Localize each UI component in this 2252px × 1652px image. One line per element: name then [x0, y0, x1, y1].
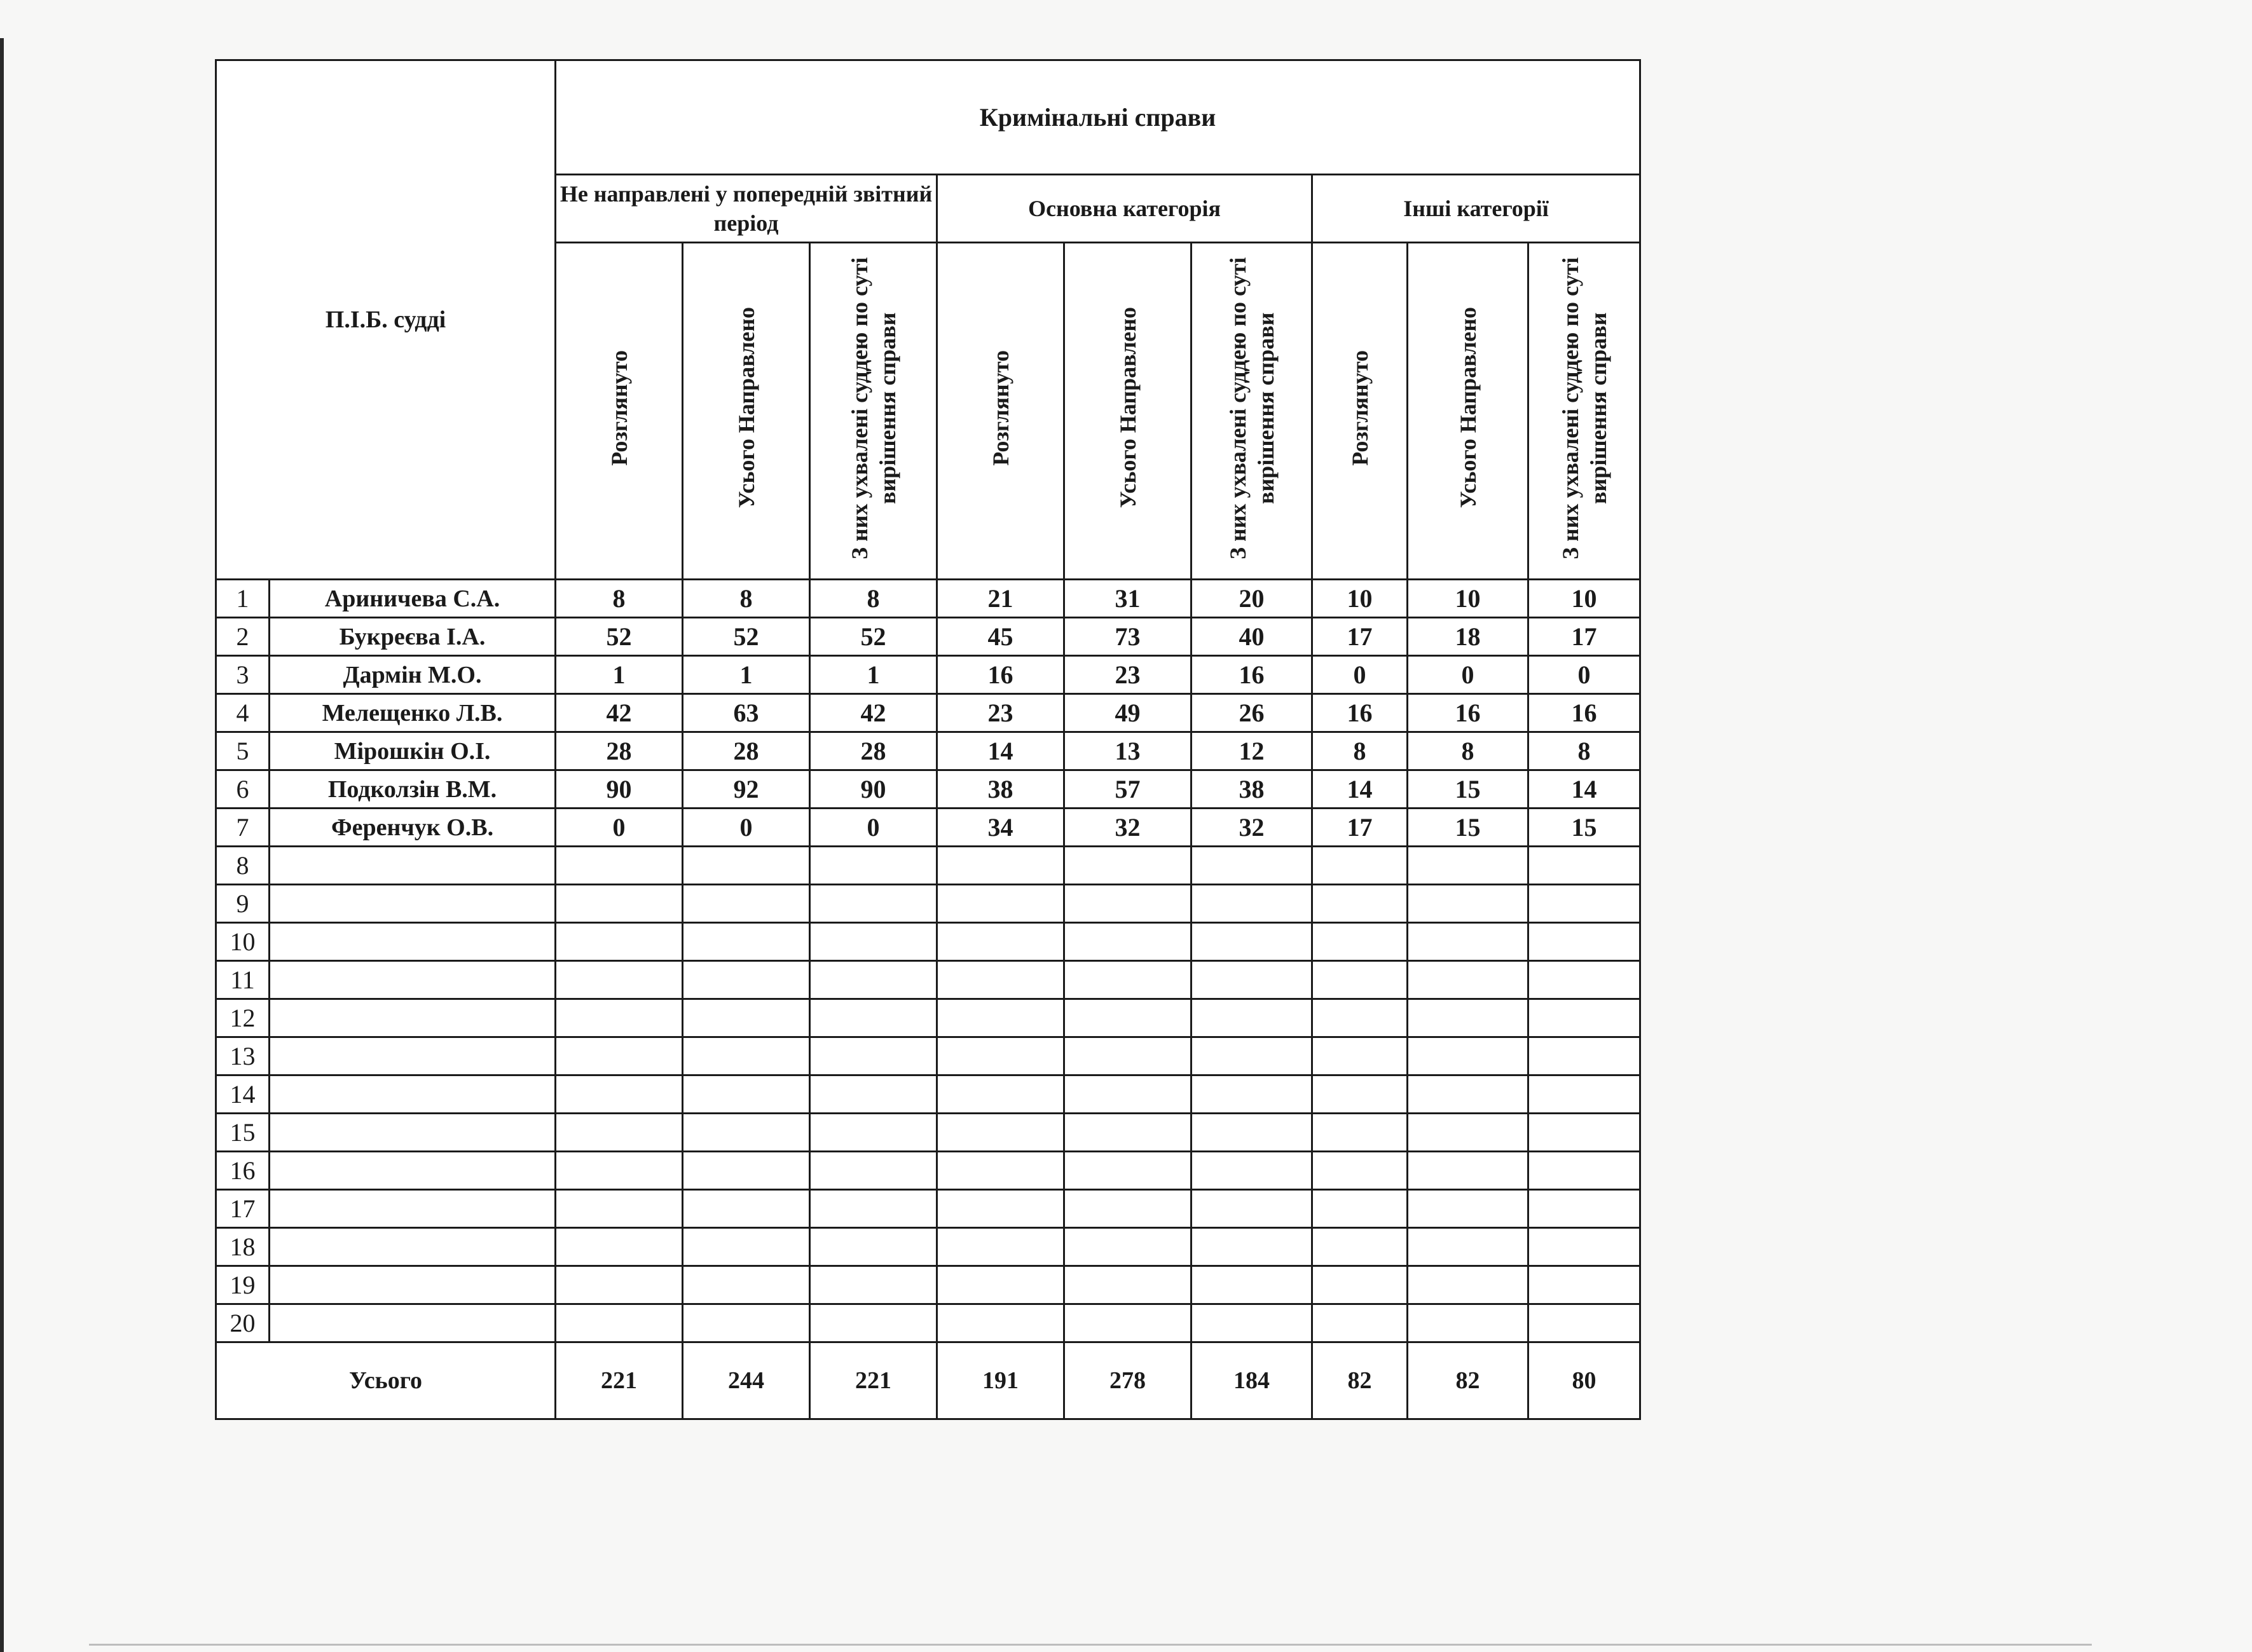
table-cell	[683, 885, 810, 923]
judge-name: Мірошкін О.І.	[270, 732, 556, 770]
table-cell: 0	[1312, 656, 1408, 694]
table-cell	[810, 885, 937, 923]
table-cell	[1312, 1304, 1408, 1342]
column-subheader-label: Усього Направлено	[733, 307, 759, 509]
table-cell	[1064, 1114, 1191, 1152]
table-cell	[937, 1037, 1064, 1075]
table-cell: 31	[1064, 580, 1191, 618]
table-cell: 52	[683, 618, 810, 656]
table-cell	[810, 999, 937, 1037]
table-row	[216, 999, 1640, 1037]
table-cell: 16	[1408, 694, 1528, 732]
judge-name	[270, 999, 556, 1037]
table-cell	[556, 1152, 683, 1190]
table-cell	[1191, 961, 1312, 999]
table-cell	[810, 1228, 937, 1266]
row-number: 9	[216, 885, 270, 923]
table-cell	[1408, 1304, 1528, 1342]
table-cell	[1408, 1190, 1528, 1228]
table-cell	[1312, 1228, 1408, 1266]
table-cell	[810, 1190, 937, 1228]
table-cell: 12	[1191, 732, 1312, 770]
group-header-previous-period: Не направлені у попередній звітний період	[556, 175, 937, 243]
table-cell: 45	[937, 618, 1064, 656]
table-cell: 21	[937, 580, 1064, 618]
table-cell: 0	[1528, 656, 1640, 694]
table-cell	[1064, 1228, 1191, 1266]
table-cell: 57	[1064, 770, 1191, 809]
table-cell	[1528, 1152, 1640, 1190]
table-cell	[1191, 923, 1312, 961]
column-subheader	[1528, 243, 1640, 580]
table-cell: 73	[1064, 618, 1191, 656]
table-cell	[937, 1114, 1064, 1152]
table-cell: 0	[683, 809, 810, 847]
row-number: 6	[216, 770, 270, 809]
table-cell	[1064, 885, 1191, 923]
total-value: 82	[1408, 1342, 1528, 1419]
column-subheader	[683, 243, 810, 580]
column-subheader	[556, 243, 683, 580]
table-cell: 52	[556, 618, 683, 656]
table-cell: 10	[1312, 580, 1408, 618]
table-cell	[810, 1304, 937, 1342]
table-cell: 8	[556, 580, 683, 618]
table-cell: 14	[1312, 770, 1408, 809]
column-subheader	[1064, 243, 1191, 580]
table-cell	[683, 1190, 810, 1228]
column-subheader	[810, 243, 937, 580]
table-cell	[810, 1114, 937, 1152]
table-row	[216, 732, 1640, 770]
judge-name	[270, 1037, 556, 1075]
table-cell: 8	[1528, 732, 1640, 770]
table-cell	[1528, 1190, 1640, 1228]
table-cell	[556, 1037, 683, 1075]
table-cell	[1312, 923, 1408, 961]
table-cell	[1528, 1228, 1640, 1266]
row-number: 14	[216, 1075, 270, 1114]
table-cell	[556, 1304, 683, 1342]
table-cell	[1191, 1037, 1312, 1075]
table-cell	[683, 1114, 810, 1152]
table-cell: 14	[1528, 770, 1640, 809]
table-row	[216, 1266, 1640, 1304]
row-number: 17	[216, 1190, 270, 1228]
table-cell	[937, 1190, 1064, 1228]
table-cell: 15	[1528, 809, 1640, 847]
row-number: 15	[216, 1114, 270, 1152]
table-cell: 32	[1191, 809, 1312, 847]
column-subheader-label: Розглянуто	[987, 350, 1013, 466]
table-cell	[683, 1075, 810, 1114]
row-number: 4	[216, 694, 270, 732]
table-cell: 23	[1064, 656, 1191, 694]
table-cell: 17	[1528, 618, 1640, 656]
table-cell	[1528, 1114, 1640, 1152]
judge-name: Мелещенко Л.В.	[270, 694, 556, 732]
table-cell	[1191, 1152, 1312, 1190]
table-cell	[937, 999, 1064, 1037]
table-cell	[937, 1304, 1064, 1342]
table-row	[216, 1114, 1640, 1152]
table-cell	[810, 1152, 937, 1190]
table-cell: 8	[810, 580, 937, 618]
table-row	[216, 694, 1640, 732]
table-cell	[1312, 1037, 1408, 1075]
table-cell	[1528, 999, 1640, 1037]
judge-name	[270, 1190, 556, 1228]
table-cell	[1408, 999, 1528, 1037]
table-cell	[1191, 1266, 1312, 1304]
table-cell: 18	[1408, 618, 1528, 656]
group-header-other-categories: Інші категорії	[1312, 175, 1640, 243]
table-row	[216, 961, 1640, 999]
column-subheader	[1191, 243, 1312, 580]
table-header	[216, 60, 1640, 580]
table-cell	[683, 847, 810, 885]
judge-name	[270, 1114, 556, 1152]
table-cell	[683, 1152, 810, 1190]
table-cell: 1	[683, 656, 810, 694]
judge-name: Ариничева С.А.	[270, 580, 556, 618]
table-cell	[556, 885, 683, 923]
table-cell: 10	[1528, 580, 1640, 618]
table-cell: 8	[1408, 732, 1528, 770]
column-subheader-label: З них ухвалені суддею по суті вирішення справи	[846, 256, 900, 559]
table-row	[216, 618, 1640, 656]
table-cell: 28	[556, 732, 683, 770]
row-number: 11	[216, 961, 270, 999]
table-cell: 92	[683, 770, 810, 809]
column-subheader-label: Усього Направлено	[1115, 307, 1141, 509]
total-value: 191	[937, 1342, 1064, 1419]
table-row	[216, 656, 1640, 694]
table-cell	[1528, 1304, 1640, 1342]
table-cell: 28	[683, 732, 810, 770]
judge-name: Подколзін В.М.	[270, 770, 556, 809]
table-cell: 42	[810, 694, 937, 732]
total-value: 244	[683, 1342, 810, 1419]
row-number: 2	[216, 618, 270, 656]
row-number: 7	[216, 809, 270, 847]
table-cell: 20	[1191, 580, 1312, 618]
table-cell	[810, 961, 937, 999]
judge-name	[270, 923, 556, 961]
table-cell	[1408, 961, 1528, 999]
table-cell: 16	[1528, 694, 1640, 732]
table-cell	[1191, 1190, 1312, 1228]
table-cell	[556, 1266, 683, 1304]
table-cell	[937, 923, 1064, 961]
table-cell	[1408, 1075, 1528, 1114]
table-cell	[1064, 1152, 1191, 1190]
table-cell	[1528, 1075, 1640, 1114]
table-cell	[810, 1075, 937, 1114]
table-cell: 15	[1408, 770, 1528, 809]
table-cell	[1064, 923, 1191, 961]
table-title: Кримінальні справи	[556, 60, 1640, 175]
table-cell	[1312, 1266, 1408, 1304]
table-row	[216, 1075, 1640, 1114]
table-cell	[937, 847, 1064, 885]
table-cell	[1408, 847, 1528, 885]
judge-name: Дармін М.О.	[270, 656, 556, 694]
table-cell	[683, 923, 810, 961]
column-subheader-label: З них ухвалені суддею по суті вирішення справи	[1557, 256, 1611, 559]
table-cell	[1312, 999, 1408, 1037]
row-number: 16	[216, 1152, 270, 1190]
table-cell	[1191, 1228, 1312, 1266]
judge-name	[270, 1075, 556, 1114]
table-cell	[1408, 1037, 1528, 1075]
table-cell: 16	[937, 656, 1064, 694]
table-cell	[1408, 1228, 1528, 1266]
scan-edge-left	[0, 38, 4, 1652]
table-cell	[937, 1075, 1064, 1114]
table-cell: 38	[937, 770, 1064, 809]
judge-name-header: П.І.Б. судді	[216, 60, 556, 580]
table-cell: 63	[683, 694, 810, 732]
table-row	[216, 1190, 1640, 1228]
table-cell	[556, 847, 683, 885]
table-cell: 38	[1191, 770, 1312, 809]
table-row	[216, 847, 1640, 885]
row-number: 20	[216, 1304, 270, 1342]
table-cell: 32	[1064, 809, 1191, 847]
column-subheader	[1312, 243, 1408, 580]
table-cell: 90	[810, 770, 937, 809]
column-subheader-label: З них ухвалені суддею по суті вирішення справи	[1225, 256, 1279, 559]
judge-name	[270, 847, 556, 885]
table-cell	[1528, 1266, 1640, 1304]
table-cell	[556, 1114, 683, 1152]
table-cell: 52	[810, 618, 937, 656]
table-cell	[810, 1266, 937, 1304]
table-cell	[937, 961, 1064, 999]
table-cell	[1312, 1190, 1408, 1228]
table-cell: 14	[937, 732, 1064, 770]
row-number: 19	[216, 1266, 270, 1304]
table-cell	[1191, 1114, 1312, 1152]
table-row	[216, 1228, 1640, 1266]
table-cell: 1	[556, 656, 683, 694]
table-cell	[1312, 1075, 1408, 1114]
table-cell	[683, 999, 810, 1037]
table-cell	[556, 961, 683, 999]
table-cell	[1312, 1114, 1408, 1152]
table-cell	[1528, 923, 1640, 961]
judge-name: Ференчук О.В.	[270, 809, 556, 847]
table-row	[216, 1037, 1640, 1075]
judge-name	[270, 885, 556, 923]
row-number: 13	[216, 1037, 270, 1075]
table-cell	[937, 1152, 1064, 1190]
row-number: 1	[216, 580, 270, 618]
table-cell	[1312, 885, 1408, 923]
table-cell	[1064, 961, 1191, 999]
table-cell	[1408, 1152, 1528, 1190]
table-cell	[1064, 847, 1191, 885]
total-value: 221	[556, 1342, 683, 1419]
table-cell: 8	[683, 580, 810, 618]
total-value: 184	[1191, 1342, 1312, 1419]
table-cell	[1528, 961, 1640, 999]
table-cell	[1191, 847, 1312, 885]
table-cell: 10	[1408, 580, 1528, 618]
table-cell: 28	[810, 732, 937, 770]
table-row	[216, 1304, 1640, 1342]
table-cell	[1064, 1190, 1191, 1228]
table-cell	[1312, 961, 1408, 999]
table-cell	[556, 999, 683, 1037]
total-row	[216, 1342, 1640, 1419]
table-cell	[1064, 999, 1191, 1037]
table-row	[216, 809, 1640, 847]
table-row	[216, 885, 1640, 923]
table-cell	[683, 961, 810, 999]
row-number: 12	[216, 999, 270, 1037]
row-number: 8	[216, 847, 270, 885]
table-cell: 15	[1408, 809, 1528, 847]
table-cell	[1064, 1037, 1191, 1075]
column-subheader	[937, 243, 1064, 580]
judge-name	[270, 961, 556, 999]
table-cell: 16	[1191, 656, 1312, 694]
table-cell	[1528, 1037, 1640, 1075]
table-cell	[683, 1037, 810, 1075]
report-sheet	[215, 59, 1639, 1420]
table-cell: 42	[556, 694, 683, 732]
row-number: 3	[216, 656, 270, 694]
table-cell	[1408, 1266, 1528, 1304]
table-cell: 8	[1312, 732, 1408, 770]
table-cell	[556, 923, 683, 961]
table-cell	[810, 847, 937, 885]
table-cell: 90	[556, 770, 683, 809]
table-cell	[683, 1228, 810, 1266]
table-cell: 0	[810, 809, 937, 847]
table-cell	[1191, 1304, 1312, 1342]
table-cell	[1312, 1152, 1408, 1190]
total-value: 278	[1064, 1342, 1191, 1419]
table-cell: 26	[1191, 694, 1312, 732]
table-cell	[1528, 885, 1640, 923]
judge-name: Букреєва І.А.	[270, 618, 556, 656]
table-cell	[937, 885, 1064, 923]
judge-name	[270, 1152, 556, 1190]
table-cell	[937, 1266, 1064, 1304]
table-cell	[1064, 1304, 1191, 1342]
group-header-main-category: Основна категорія	[937, 175, 1312, 243]
table-cell	[683, 1304, 810, 1342]
table-body	[216, 580, 1640, 1342]
table-cell: 49	[1064, 694, 1191, 732]
row-number: 18	[216, 1228, 270, 1266]
table-cell	[1191, 885, 1312, 923]
column-subheader-label: Усього Направлено	[1455, 307, 1481, 509]
criminal-cases-table	[215, 59, 1641, 1420]
table-cell	[1191, 999, 1312, 1037]
table-row	[216, 1152, 1640, 1190]
judge-name	[270, 1266, 556, 1304]
scan-edge-bottom	[89, 1644, 2092, 1646]
table-cell: 16	[1312, 694, 1408, 732]
table-cell: 0	[556, 809, 683, 847]
table-cell: 23	[937, 694, 1064, 732]
column-subheader-label: Розглянуто	[1347, 350, 1373, 466]
table-cell	[556, 1228, 683, 1266]
table-cell: 13	[1064, 732, 1191, 770]
total-label: Усього	[216, 1342, 556, 1419]
table-row	[216, 770, 1640, 809]
table-cell	[1191, 1075, 1312, 1114]
table-cell	[810, 1037, 937, 1075]
table-cell	[937, 1228, 1064, 1266]
table-cell: 34	[937, 809, 1064, 847]
table-cell	[683, 1266, 810, 1304]
column-subheader	[1408, 243, 1528, 580]
table-cell	[1408, 1114, 1528, 1152]
table-cell: 1	[810, 656, 937, 694]
column-subheader-label: Розглянуто	[606, 350, 632, 466]
judge-name	[270, 1228, 556, 1266]
table-cell	[556, 1075, 683, 1114]
table-cell	[1528, 847, 1640, 885]
table-cell	[810, 923, 937, 961]
table-row	[216, 923, 1640, 961]
total-value: 80	[1528, 1342, 1640, 1419]
table-cell	[1064, 1075, 1191, 1114]
table-cell: 0	[1408, 656, 1528, 694]
table-cell: 40	[1191, 618, 1312, 656]
table-cell: 17	[1312, 618, 1408, 656]
table-cell: 17	[1312, 809, 1408, 847]
total-value: 221	[810, 1342, 937, 1419]
table-cell	[1064, 1266, 1191, 1304]
total-value: 82	[1312, 1342, 1408, 1419]
judge-name	[270, 1304, 556, 1342]
table-row	[216, 580, 1640, 618]
table-cell	[1312, 847, 1408, 885]
row-number: 5	[216, 732, 270, 770]
row-number: 10	[216, 923, 270, 961]
table-cell	[1408, 885, 1528, 923]
table-cell	[1408, 923, 1528, 961]
table-cell	[556, 1190, 683, 1228]
